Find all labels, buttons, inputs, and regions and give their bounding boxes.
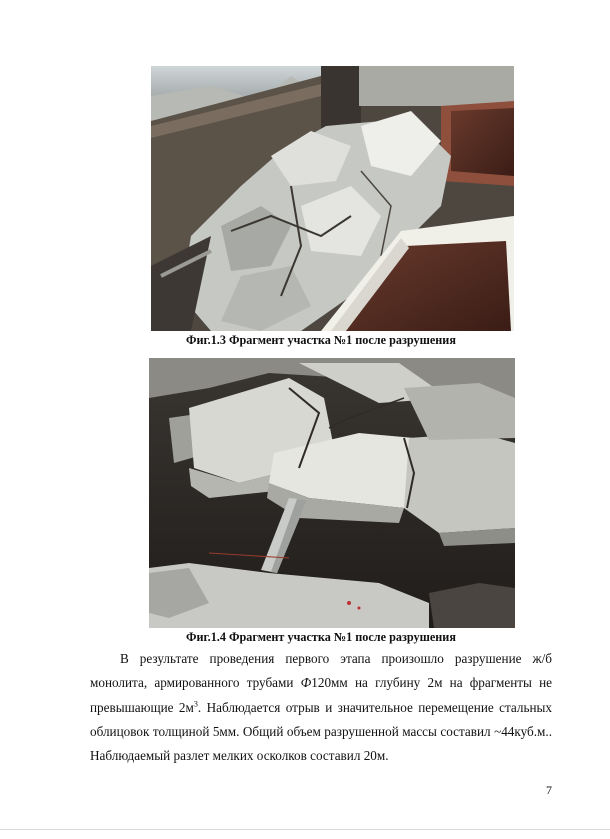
broken-concrete-photo-1 [151,66,514,331]
phi-symbol: Ф [300,675,312,691]
scan-edge-line [0,829,610,830]
paragraph-part-2: 120мм на глубину 2м на фрагменты не превышающие 2м [90,675,553,715]
figure-1-4-photo [149,358,515,628]
figure-1-4-caption: Фиг.1.4 Фрагмент участка №1 после разрушения [186,630,456,644]
figure-1-3-photo [151,66,514,331]
paragraph-part-1: В результате проведения первого этапа произошло разрушение ж/б монолита, армированного трубами [90,651,552,691]
page-number: 7 [546,783,552,797]
body-paragraph [90,647,552,768]
superscript-3: 3 [193,699,198,709]
figure-1-3-caption: Фиг.1.3 Фрагмент участка №1 после разрушения [186,333,456,347]
paragraph-part-3: . Наблюдается отрыв и значительное перемещение стальных облицовок толщиной 5мм. Общий объем разрушенной массы составил ~44куб.м.. Наблюдаемый разлет мелких осколков составил 20м. [90,699,553,764]
broken-concrete-photo-2 [149,358,515,628]
